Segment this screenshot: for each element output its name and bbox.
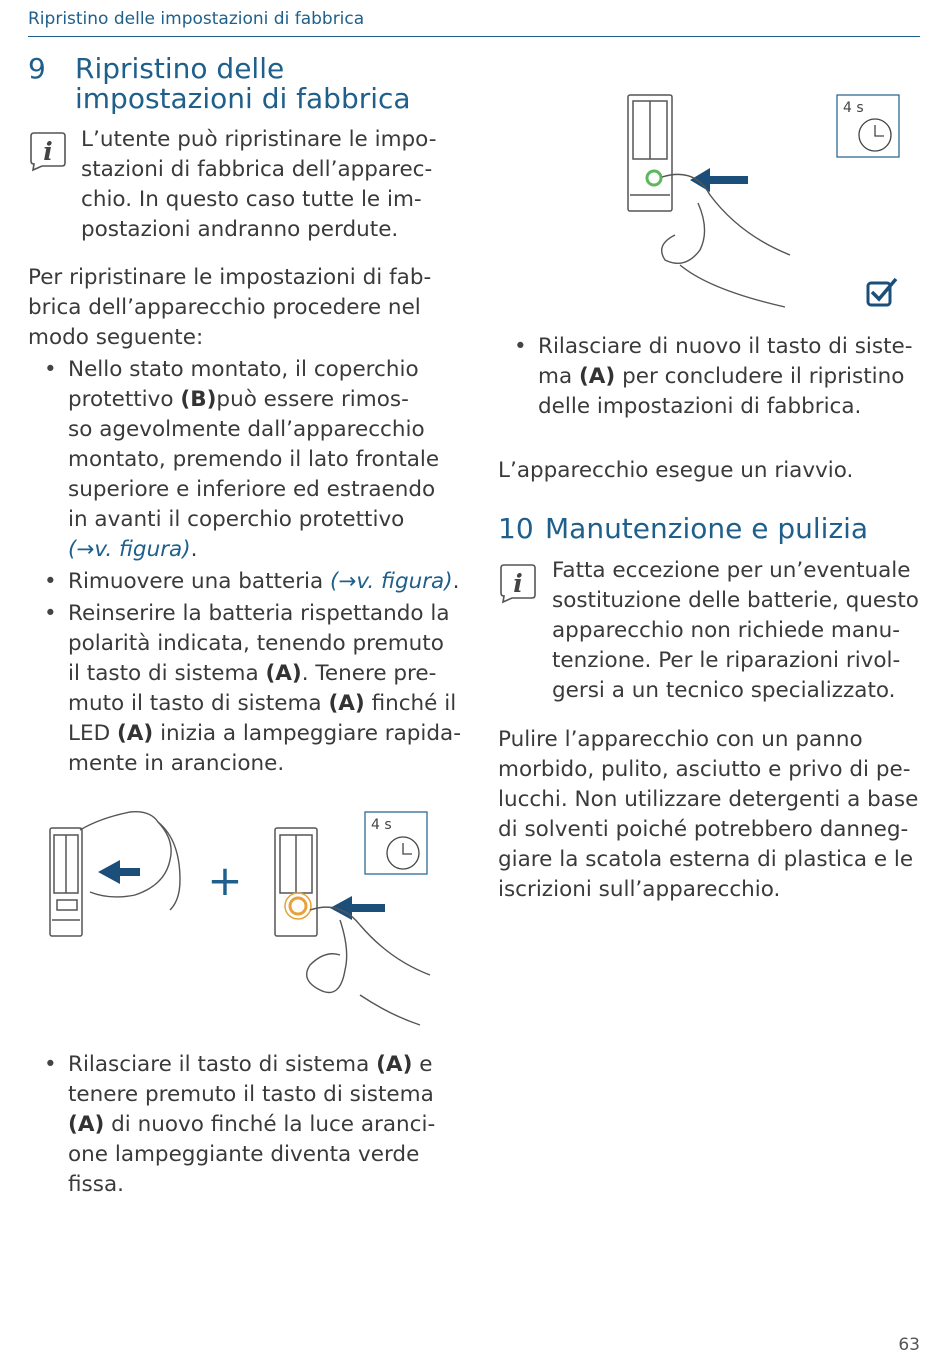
item-line: superiore e inferiore ed estraendo	[68, 477, 436, 502]
info-icon	[498, 562, 538, 604]
item-line	[68, 659, 468, 689]
item-line	[68, 719, 468, 749]
item-line: delle impostazioni di fabbrica.	[538, 394, 862, 419]
section-title: Manutenzione e pulizia	[545, 512, 869, 545]
text: . Tenere pre-	[301, 661, 437, 686]
figure-reference-link[interactable]: (→v. figura)	[330, 569, 453, 594]
paragraph-line: modo seguente:	[28, 325, 204, 350]
led-orange-icon	[290, 898, 306, 914]
paragraph-line: Per ripristinare le impostazioni di fab-	[28, 265, 432, 290]
item-line: in avanti il coperchio protettivo	[68, 507, 405, 532]
section-title-line: Ripristino delle	[75, 52, 285, 85]
clock-hands-icon	[875, 125, 884, 136]
item-line	[538, 362, 928, 392]
device-illustration	[628, 95, 672, 211]
text: muto il tasto di sistema	[68, 691, 329, 716]
item-line	[68, 1050, 468, 1080]
ref-letter: (B)	[180, 387, 217, 412]
note-line: Fatta eccezione per un’eventuale	[552, 558, 911, 583]
info-note	[552, 556, 919, 706]
led-green-icon	[647, 171, 661, 185]
item-line	[68, 385, 468, 415]
note-line: gersi a un tecnico specializzato.	[552, 678, 896, 703]
ref-letter: (A)	[376, 1052, 413, 1077]
arrow-left-icon	[330, 896, 385, 920]
text: .	[190, 537, 198, 562]
text: può essere rimos-	[216, 387, 409, 412]
item-line: mente in arancione.	[68, 751, 285, 776]
item-line: fissa.	[68, 1172, 124, 1197]
text: LED	[68, 721, 117, 746]
list-item	[28, 567, 468, 597]
intro-paragraph	[28, 263, 431, 353]
paragraph-line: di solventi poiché potrebbero danneg-	[498, 817, 909, 842]
text: .	[452, 569, 460, 594]
info-note	[81, 125, 437, 245]
text: di nuovo finché la luce aranci-	[104, 1112, 436, 1137]
ref-letter: (A)	[328, 691, 365, 716]
steps-list	[28, 355, 468, 781]
finger-outline	[307, 907, 430, 1025]
note-line: L’utente può ripristinare le impo-	[81, 127, 437, 152]
note-line: sostituzione delle batterie, questo	[552, 588, 919, 613]
item-line: so agevolmente dall’apparecchio	[68, 417, 425, 442]
header-rule	[28, 36, 920, 37]
note-line: postazioni andranno perdute.	[81, 217, 399, 242]
section-number: 9	[28, 52, 46, 85]
hand-outline	[80, 812, 171, 897]
svg-text:i: i	[513, 569, 523, 598]
timer-label: 4 s	[371, 817, 392, 833]
text: finché il	[364, 691, 457, 716]
text: inizia a lampeggiare rapida-	[153, 721, 461, 746]
running-header: Ripristino delle impostazioni di fabbrica	[28, 9, 365, 29]
ref-letter: (A)	[265, 661, 302, 686]
paragraph-line: lucchi. Non utilizzare detergenti a base	[498, 787, 919, 812]
item-line: • Nello stato montato, il coperchio	[68, 357, 419, 382]
ref-letter: (A)	[68, 1112, 105, 1137]
text: per concludere il ripristino	[615, 364, 905, 389]
section-title	[75, 54, 475, 114]
plus-sign: +	[207, 856, 243, 905]
item-line: one lampeggiante diventa verde	[68, 1142, 420, 1167]
text: ma	[538, 364, 579, 389]
text: il tasto di sistema	[68, 661, 266, 686]
steps-list-continued	[28, 1050, 468, 1202]
text: protettivo	[68, 387, 181, 412]
section-number: 10	[498, 512, 534, 545]
ref-letter: (A)	[116, 721, 154, 746]
arrow-left-icon	[98, 860, 140, 884]
list-item	[28, 1050, 468, 1200]
text: e	[412, 1052, 433, 1077]
page-number: 63	[898, 1335, 920, 1355]
timer-label: 4 s	[843, 100, 864, 116]
device-illustration	[275, 828, 317, 936]
paragraph-line: giare la scatola esterna di plastica e le	[498, 847, 914, 872]
clock-hands-icon	[403, 843, 412, 854]
item-line	[68, 535, 468, 565]
info-icon	[28, 130, 68, 172]
item-line: montato, premendo il lato frontale	[68, 447, 440, 472]
arrow-left-icon	[690, 168, 748, 192]
paragraph-line: morbido, pulito, asciutto e privo di pe-	[498, 757, 911, 782]
item-line: tenere premuto il tasto di sistema	[68, 1082, 434, 1107]
release-button-figure	[600, 85, 920, 315]
note-line: apparecchio non richiede manu-	[552, 618, 901, 643]
section-title-line: impostazioni di fabbrica	[75, 82, 411, 115]
note-line: tenzione. Per le riparazioni rivol-	[552, 648, 901, 673]
reboot-paragraph: L’apparecchio esegue un riavvio.	[498, 458, 854, 483]
cleaning-paragraph	[498, 725, 918, 905]
item-line	[68, 1110, 468, 1140]
finger-outline	[662, 174, 790, 307]
item-line: • Reinserire la batteria rispettando la	[68, 601, 450, 626]
note-line: chio. In questo caso tutte le im-	[81, 187, 422, 212]
list-item	[28, 599, 468, 779]
item-line	[68, 689, 468, 719]
ref-letter: (A)	[578, 364, 616, 389]
battery-reset-figure	[40, 800, 460, 1035]
item-line: • Rilasciare di nuovo il tasto di siste-	[538, 334, 913, 359]
paragraph-line: brica dell’apparecchio procedere nel	[28, 295, 421, 320]
text: Rilasciare il tasto di sistema	[68, 1052, 377, 1077]
list-item	[28, 355, 468, 565]
steps-list-right	[498, 332, 928, 424]
note-line: stazioni di fabbrica dell’apparec-	[81, 157, 433, 182]
device-illustration	[50, 828, 82, 936]
paragraph-line: iscrizioni sull’apparecchio.	[498, 877, 781, 902]
paragraph-line: Pulire l’apparecchio con un panno	[498, 727, 863, 752]
figure-reference-link[interactable]: (→v. figura)	[68, 537, 191, 562]
svg-text:i: i	[43, 137, 53, 166]
list-item	[498, 332, 928, 422]
text: Rimuovere una batteria	[68, 569, 331, 594]
checkbox-checked-icon	[868, 283, 890, 305]
item-line: polarità indicata, tenendo premuto	[68, 631, 444, 656]
